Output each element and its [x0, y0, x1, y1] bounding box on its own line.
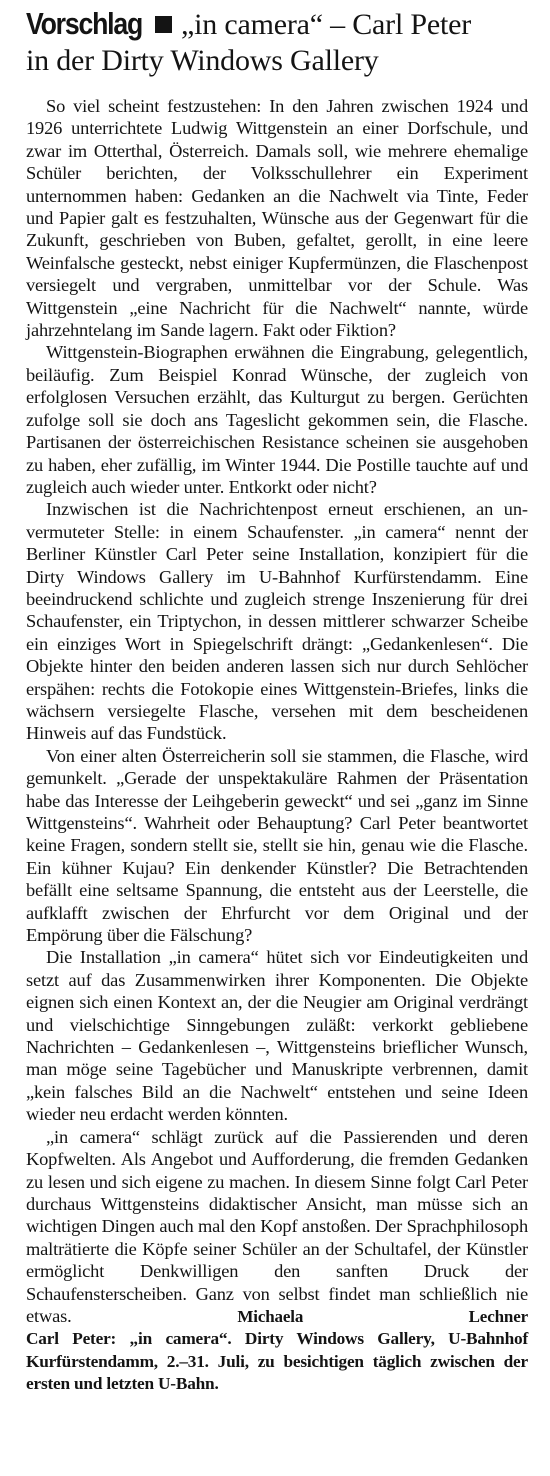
paragraph-1: So viel scheint festzustehen: In den Jahren zwischen 1924 und 1926 unterrichtete Ludwig Wittgenstein an einer Dorfschule, und zwar im Otterthal, Österreich. Damals soll, wie mehrere ehemalige Schüler berichten, der Volksschullehrer ein Experiment unternommen haben: Gedanken an die Nachwelt via Tinte, Feder und Papier galt es festzuhalten, Wünsche aus der Gegenwart für die Zukunft, geschrieben von Buben, gefaltet, gerollt, in eine leere Weinfalsche gesteckt, nebst einiger Kupfermünzen, die Flaschenpost versiegelt und vergraben, unmittelbar vor der Schule. Was Wittgenstein „eine Nachricht für die Nachwelt“ nannte, würde jahrzehntelang im Sande lagern. Fakt oder Fiktion? [26, 96, 528, 341]
paragraph-6 [26, 1126, 528, 1329]
exhibition-info: Carl Peter: „in camera“. Dirty Windows Gallery, U-Bahnhof Kurfürstendamm, 2.–31. Juli, zu besichtigen täglich zwischen der ersten und letzten U-Bahn. [26, 1329, 528, 1394]
headline-title-part-1: „in camera“ – Carl Peter [180, 8, 472, 41]
headline-line-1 [26, 6, 518, 43]
kicker-label: Vorschlag [26, 6, 143, 41]
paragraph-2: Wittgenstein-Biographen erwähnen die Eingrabung, gelegentlich, beiläufig. Zum Beispiel Konrad Wünsche, der zugleich von erfolglosen Versuchen erzählt, das Kulturgut zu bergen. Gerüchten zufolge soll sie doch ans Tageslicht gekommen sein, die Flasche. Partisanen der österreichischen Resistance scheinen sie ausgehoben zu haben, eher zufällig, im Winter 1944. Die Postille tauchte auf und zugleich auch wieder unter. Entkorkt oder nicht? [26, 342, 528, 497]
article-body [26, 95, 528, 1328]
black-square-icon [155, 16, 172, 33]
headline-title-part-2: in der Dirty Windows Gallery [26, 44, 379, 77]
article-headline [26, 6, 528, 79]
author-byline: Michaela Lechner [237, 1306, 528, 1326]
paragraph-5: Die Installation „in camera“ hütet sich vor Eindeutigkeiten und setzt auf das Zusammenwirken ihrer Komponenten. Die Objekte eignen sich einen Kontext an, der die Neugier am Original verdrängt und vielschichtige Sinngebungen zuläßt: verkorkt gebliebene Nachrichten – Gedankenlesen –, Wittgensteins brieflicher Wunsch, man möge seine Tagebücher und Manuskripte verbrennen, damit „kein falsches Bild an die Nachwelt“ entstehen und seine Ideen wieder neu erdacht werden könnten. [26, 947, 528, 1125]
paragraph-3: Inzwischen ist die Nachrichtenpost erneut erschienen, an unvermuteter Stelle: in einem Schaufenster. „in camera“ nennt der Berliner Künstler Carl Peter seine Installation, konzipiert für die Dirty Windows Gallery im U-Bahnhof Kurfürstendamm. Eine beeindruckend schlichte und zugleich strenge Inszenierung für drei Schaufenster, ein Triptychon, in dessen mittlerer schwarzer Scheibe ein einziges Wort in Spiegelschrift drängt: „Gedankenlesen“. Die Objekte hinter den beiden anderen lassen sich nur durch Sehlöcher erspähen: rechts die Fotokopie eines Wittgenstein-Briefes, links die wächsern versiegelte Flasche, versehen mit dem bescheidenen Hinweis auf das Fundstück. [26, 499, 528, 744]
paragraph-4: Von einer alten Österreicherin soll sie stammen, die Flasche, wird gemunkelt. „Gerade der unspektakuläre Rahmen der Präsentation habe das Interesse der Leihgeberin geweckt“ und sei „ganz im Sinne Wittgensteins“. Wahrheit oder Behauptung? Carl Peter beantwortet keine Fragen, sondern stellt sie, stellt sie hin, genau wie die Flasche. Ein kühner Kujau? Ein denkender Künstler? Die Betrachtenden befällt eine seltsame Spannung, die entsteht aus der Leerstelle, die aufklafft zwischen der Ehrfurcht vor dem Original und der Empörung über die Fälschung? [26, 745, 528, 946]
paragraph-6-text: „in camera“ schlägt zurück auf die Passierenden und deren Kopfwelten. Als Angebot und Aufforderung, die fremden Gedanken zu lesen und sich eigene zu machen. In diesem Sinne folgt Carl Peter durchaus Wittgensteins didaktischer Ansicht, man müsse sich an wichtigen Dingen auch mal den Kopf anstoßen. Der Sprachphilosoph malträtierte die Köpfe seiner Schüler an der Schultafel, der Künstler ermöglicht Denkwilligen den sanften Druck der Schaufensterscheiben. Ganz von selbst findet man schließlich nie etwas. [26, 1126, 528, 1326]
